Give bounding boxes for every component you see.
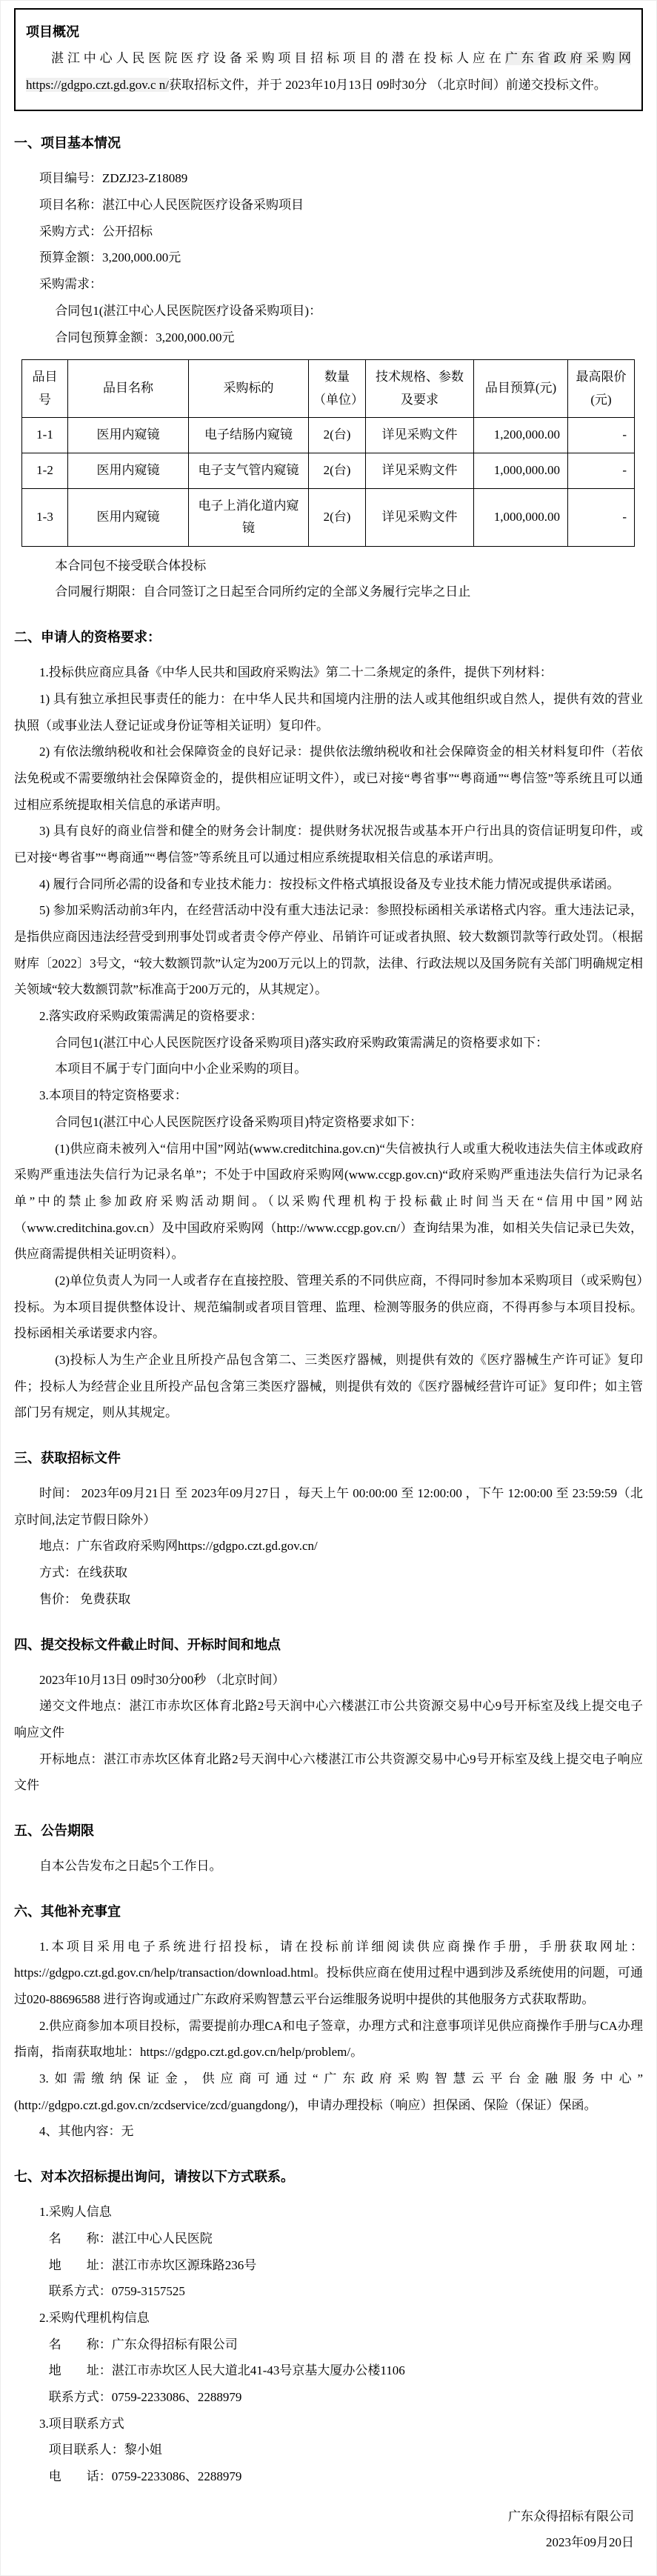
cell-budget: 1,000,000.00 xyxy=(474,453,568,488)
paragraph: 合同包1(湛江中心人民医院医疗设备采购项目)落实政府采购政策需满足的资格要求如下： xyxy=(55,1035,549,1050)
cell-item-no: 1-2 xyxy=(22,453,68,488)
cell-price-cap: - xyxy=(568,488,635,546)
paragraph: 递交文件地点：湛江市赤坎区体育北路2号天润中心六楼湛江市公共资源交易中心9号开标室及线上提交电子响应文件 xyxy=(14,1699,643,1740)
paragraph: 名 称：广东众得招标有限公司 xyxy=(48,2337,238,2352)
section-heading-basic-info: 一、项目基本情况 xyxy=(14,136,121,151)
paragraph: 合同履行期限：自合同签订之日起至合同所约定的全部义务履行完毕之日止 xyxy=(55,585,471,599)
paragraph: (3)投标人为生产企业且所投产品包含第二、三类医疗器械，则提供有效的《医疗器械生产许可证》复印件；投标人为经营企业且所投产品包含第三类医疗器械，则提供有效的《医疗器械经营许可证》复印件；如主管部门另有规定，则从其规定。 xyxy=(14,1353,643,1420)
paragraph: (2)单位负责人为同一人或者存在直接控股、管理关系的不同供应商，不得同时参加本采购项目（或采购包）投标。为本项目提供整体设计、规范编制或者项目管理、监理、检测等服务的供应商，不得再参与本项目投标。投标函相关承诺要求内容。 xyxy=(14,1273,643,1341)
signature-agency: 广东众得招标有限公司 xyxy=(508,2509,634,2523)
section-heading-contact: 七、对本次招标提出询问，请按以下方式联系。 xyxy=(14,2169,294,2185)
paragraph: 联系方式：0759-3157525 xyxy=(48,2284,185,2299)
paragraph: 项目名称：湛江中心人民医院医疗设备采购项目 xyxy=(39,198,304,213)
cell-specs: 详见采购文件 xyxy=(366,418,474,453)
other-paragraphs xyxy=(14,1934,643,2146)
paragraph: 3.本项目的特定资格要求： xyxy=(39,1088,187,1103)
overview-intro-text-after: 获取招标文件，并于 2023年10月13日 09时30分 （北京时间）前递交投标文件。 xyxy=(168,77,607,92)
paragraph: 时间： 2023年09月21日 至 2023年09月27日 ，每天上午 00:00:00 至 12:00:00 ，下午 12:00:00 至 23:59:59（北京时间,法定节假日除外） xyxy=(14,1486,643,1527)
col-header-item-no: 品目号 xyxy=(22,360,68,418)
paragraph: 2023年10月13日 09时30分00秒 （北京时间） xyxy=(39,1672,285,1687)
paragraph: 合同包预算金额：3,200,000.00元 xyxy=(55,330,235,345)
paragraph: 名 称：湛江中心人民医院 xyxy=(48,2231,213,2246)
paragraph: 项目联系人：黎小姐 xyxy=(48,2443,162,2457)
cell-specs: 详见采购文件 xyxy=(366,488,474,546)
cell-subject: 电子结肠内窥镜 xyxy=(189,418,309,453)
cell-quantity: 2(台) xyxy=(309,453,366,488)
deadline-paragraphs xyxy=(14,1667,643,1799)
paragraph: 地 址：湛江市赤坎区人民大道北41-43号京基大厦办公楼1106 xyxy=(48,2363,405,2378)
overview-title: 项目概况 xyxy=(26,24,79,39)
cell-item-no: 1-1 xyxy=(22,418,68,453)
paragraph: 1.采购人信息 xyxy=(39,2205,112,2220)
paragraph: 采购方式：公开招标 xyxy=(39,224,153,239)
paragraph: 4、其他内容：无 xyxy=(39,2124,134,2139)
col-header-subject: 采购标的 xyxy=(189,360,309,418)
obtain-paragraphs xyxy=(14,1480,643,1612)
paragraph: 售价： 免费获取 xyxy=(39,1591,131,1606)
basic-info-paragraphs xyxy=(14,165,643,350)
col-header-quantity: 数量（单位） xyxy=(309,360,366,418)
paragraph: 本合同包不接受联合体投标 xyxy=(55,558,207,573)
section-heading-deadline: 四、提交投标文件截止时间、开标时间和地点 xyxy=(14,1637,281,1652)
table-row xyxy=(22,488,635,546)
paragraph: 项目编号：ZDZJ23-Z18089 xyxy=(39,171,188,186)
section-heading-announcement-period: 五、公告期限 xyxy=(14,1823,94,1838)
paragraph: 2) 有依法缴纳税收和社会保障资金的良好记录：提供依法缴纳税收和社会保障资金的相关材料复印件（若依法免税或不需要缴纳社会保障资金的，提供相应证明文件），或已对接“粤省事”“粤商通”“粤信签”等系统且可以通过相应系统提取相关信息的承诺声明。 xyxy=(14,745,643,812)
paragraph: 联系方式：0759-2233086、2288979 xyxy=(48,2389,242,2404)
col-header-price-cap: 最高限价(元) xyxy=(568,360,635,418)
paragraph: 3) 具有良好的商业信誉和健全的财务会计制度：提供财务状况报告或基本开户行出具的资信证明复印件，或已对接“粤省事”“粤商通”“粤信签”等系统且可以通过相应系统提取相关信息的承诺声明。 xyxy=(14,824,643,865)
paragraph: 预算金额：3,200,000.00元 xyxy=(39,250,181,265)
procurement-site-link[interactable]: 广东省政府采购网https://gdgpo.czt.gd.gov.c n/ xyxy=(26,51,632,92)
cell-item-name: 医用内窥镜 xyxy=(68,488,189,546)
section-heading-other-matters: 六、其他补充事宜 xyxy=(14,1903,121,1919)
paragraph: 5) 参加采购活动前3年内，在经营活动中没有重大违法记录：参照投标函相关承诺格式内容。重大违法记录，是指供应商因违法经营受到刑事处罚或者责令停产停业、吊销许可证或者执照、较大数额罚款等行政处罚。（根据财库〔2022〕3号文，“较大数额罚款”认定为200万元以上的罚款，法律、行政法规以及国务院有关部门明确规定相关领域“较大数额罚款”标准高于200万元的，从其规定）。 xyxy=(14,903,643,997)
paragraph: 地点：广东省政府采购网https://gdgpo.czt.gd.gov.cn/ xyxy=(39,1539,318,1554)
paragraph: 开标地点：湛江市赤坎区体育北路2号天润中心六楼湛江市公共资源交易中心9号开标室及线上提交电子响应文件 xyxy=(14,1751,643,1793)
cell-item-no: 1-3 xyxy=(22,488,68,546)
paragraph: 2.落实政府采购政策需满足的资格要求： xyxy=(39,1009,263,1024)
cell-budget: 1,000,000.00 xyxy=(474,488,568,546)
paragraph: 3.项目联系方式 xyxy=(39,2416,124,2431)
paragraph: 电 话：0759-2233086、2288979 xyxy=(48,2469,242,2483)
paragraph: 3.如需缴纳保证金，供应商可通过“广东政府采购智慧云平台金融服务中心”(http://gdgpo.czt.gd.gov.cn/zcdservice/zcd/guangdong/)，申请办理投标（响应）担保函、保险（保证）保函。 xyxy=(14,2071,643,2112)
section-heading-qualification: 二、申请人的资格要求： xyxy=(14,630,161,645)
paragraph: (1)供应商未被列入“信用中国”网站(www.creditchina.gov.cn)“失信被执行人或重大税收违法失信主体或政府采购严重违法失信行为记录名单”；不处于中国政府采购网(www.ccgp.gov.cn)“政府采购严重违法失信行为记录名单”中的禁止参加政府采购活动期间。（以采购代理机构于投标截止时间当天在“信用中国”网站（www.creditchina.gov.cn）及中国政府采购网（http://www.ccgp.gov.cn/）查询结果为准，如相关失信记录已失效，供应商需提供相关证明资料）。 xyxy=(14,1141,643,1262)
paragraph: 本项目不属于专门面向中小企业采购的项目。 xyxy=(55,1062,307,1076)
cell-price-cap: - xyxy=(568,453,635,488)
basic-info-notes xyxy=(14,553,643,605)
qualification-paragraphs xyxy=(14,659,643,1426)
paragraph: 2.采购代理机构信息 xyxy=(39,2310,150,2325)
table-row xyxy=(22,453,635,488)
paragraph: 自本公告发布之日起5个工作日。 xyxy=(39,1858,222,1873)
paragraph: 地 址：湛江市赤坎区源珠路236号 xyxy=(48,2257,257,2272)
paragraph: 2.供应商参加本项目投标，需要提前办理CA和电子签章，办理方式和注意事项详见供应商操作手册与CA办理指南，指南获取地址：https://gdgpo.czt.gd.gov.cn/help/problem/。 xyxy=(14,2018,643,2060)
paragraph: 合同包1(湛江中心人民医院医疗设备采购项目)特定资格要求如下： xyxy=(55,1114,423,1129)
cell-price-cap: - xyxy=(568,418,635,453)
paragraph: 4) 履行合同所必需的设备和专业技术能力：按投标文件格式填报设备及专业技术能力情况或提供承诺函。 xyxy=(39,876,620,891)
paragraph: 1) 具有独立承担民事责任的能力：在中华人民共和国境内注册的法人或其他组织或自然人，提供有效的营业执照（或事业法人登记证或身份证等相关证明）复印件。 xyxy=(14,691,643,733)
project-overview-box xyxy=(14,8,643,111)
items-table-header-row xyxy=(22,360,635,418)
cell-quantity: 2(台) xyxy=(309,488,366,546)
col-header-specs: 技术规格、参数及要求 xyxy=(366,360,474,418)
signature-block xyxy=(14,2503,643,2556)
overview-intro-text: 湛江中心人民医院医疗设备采购项目招标项目的潜在投标人应在 xyxy=(51,51,505,65)
contact-paragraphs xyxy=(14,2199,643,2490)
paragraph: 1.本项目采用电子系统进行招投标，请在投标前详细阅读供应商操作手册，手册获取网址：https://gdgpo.czt.gd.gov.cn/help/transaction/download.html。投标供应商在使用过程中遇到涉及系统使用的问题，可通过020-88696588 进行咨询或通过广东政府采购智慧云平台运维服务说明中提供的其他服务方式获取帮助。 xyxy=(14,1939,643,2006)
cell-subject: 电子支气管内窥镜 xyxy=(189,453,309,488)
items-table-body xyxy=(22,418,635,546)
col-header-budget: 品目预算(元) xyxy=(474,360,568,418)
items-table xyxy=(21,359,635,547)
cell-subject: 电子上消化道内窥镜 xyxy=(189,488,309,546)
paragraph: 1.投标供应商应具备《中华人民共和国政府采购法》第二十二条规定的条件，提供下列材料： xyxy=(39,665,553,680)
table-row xyxy=(22,418,635,453)
cell-item-name: 医用内窥镜 xyxy=(68,418,189,453)
cell-quantity: 2(台) xyxy=(309,418,366,453)
overview-intro xyxy=(26,45,631,98)
cell-specs: 详见采购文件 xyxy=(366,453,474,488)
paragraph: 方式：在线获取 xyxy=(39,1565,127,1580)
cell-item-name: 医用内窥镜 xyxy=(68,453,189,488)
period-paragraphs xyxy=(14,1853,643,1880)
cell-budget: 1,200,000.00 xyxy=(474,418,568,453)
paragraph: 采购需求： xyxy=(39,277,102,292)
col-header-item-name: 品目名称 xyxy=(68,360,189,418)
paragraph: 合同包1(湛江中心人民医院医疗设备采购项目)： xyxy=(55,303,322,318)
signature-date: 2023年09月20日 xyxy=(546,2535,634,2550)
section-heading-obtain-documents: 三、获取招标文件 xyxy=(14,1451,121,1466)
